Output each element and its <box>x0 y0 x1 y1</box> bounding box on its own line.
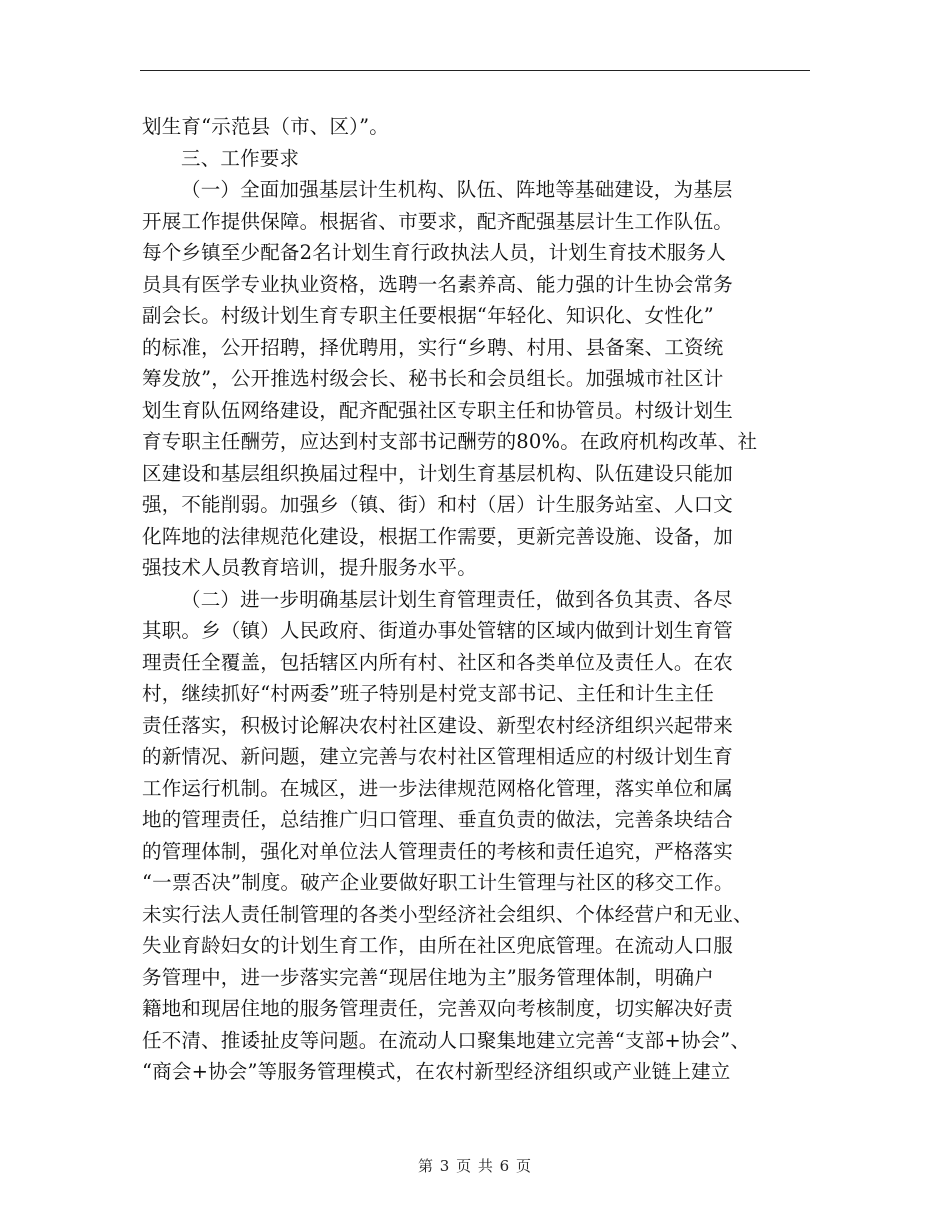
text-line: 工作运行机制。在城区，进一步法律规范网格化管理，落实单位和属 <box>142 776 734 800</box>
text-line: 任不清、推诿扯皮等问题。在流动人口聚集地建立完善“支部+协会”、 <box>142 1028 751 1052</box>
text-line: （一）全面加强基层计生机构、队伍、阵地等基础建设，为基层 <box>181 178 733 201</box>
text-line: 籍地和现居住地的服务管理责任，完善双向考核制度，切实解决好责 <box>142 997 734 1020</box>
text-line: 的管理体制，强化对单位法人管理责任的考核和责任追究，严格落实 <box>142 839 734 863</box>
text-line: 失业育龄妇女的计划生育工作，由所在社区兜底管理。在流动人口服 <box>142 934 734 957</box>
text-line: 强技术人员教育培训，提升服务水平。 <box>142 556 477 579</box>
text-line: 区建设和基层组织换届过程中，计划生育基层机构、队伍建设只能加 <box>142 461 734 485</box>
text-line: 化阵地的法律规范化建设，根据工作需要，更新完善设施、设备，加 <box>142 524 734 548</box>
text-line: 的新情况、新问题，建立完善与农村社区管理相适应的村级计划生育 <box>142 745 734 768</box>
header-rule <box>140 70 810 71</box>
text-line: 划生育队伍网络建设，配齐配强社区专职主任和协管员。村级计划生 <box>142 398 734 422</box>
page-footer: 第 3 页 共 6 页 <box>418 1157 532 1175</box>
text-line: （二）进一步明确基层计划生育管理责任，做到各负其责、各尽 <box>181 587 733 611</box>
text-line: 强，不能削弱。加强乡（镇、街）和村（居）计生服务站室、人口文 <box>142 493 734 516</box>
text-line: 每个乡镇至少配备2名计划生育行政执法人员，计划生育技术服务人 <box>142 241 726 264</box>
text-line: 的标准，公开招聘，择优聘用，实行“乡聘、村用、县备案、工资统 <box>142 335 724 359</box>
text-line: 村，继续抓好“村两委”班子特别是村党支部书记、主任和计生主任 <box>142 682 714 705</box>
text-line: 开展工作提供保障。根据省、市要求，配齐配强基层计生工作队伍。 <box>142 209 734 233</box>
text-line: 划生育“示范县（市、区）”。 <box>142 115 389 138</box>
text-line: 务管理中，进一步落实完善“现居住地为主”服务管理体制，明确户 <box>142 965 714 989</box>
text-line: 其职。乡（镇）人民政府、街道办事处管辖的区域内做到计划生育管 <box>142 619 734 642</box>
text-line: 育专职主任酬劳，应达到村支部书记酬劳的80%。在政府机构改革、社 <box>142 430 758 453</box>
text-line: 未实行法人责任制管理的各类小型经济社会组织、个体经营户和无业、 <box>142 902 753 926</box>
text-line: 员具有医学专业执业资格，选聘一名素养高、能力强的计生协会常务 <box>142 272 734 296</box>
text-line: 三、工作要求 <box>181 146 300 170</box>
text-line: 副会长。村级计划生育专职主任要根据“年轻化、知识化、女性化” <box>142 304 714 327</box>
text-line: 责任落实，积极讨论解决农村社区建设、新型农村经济组织兴起带来 <box>142 713 734 737</box>
text-line: 理责任全覆盖，包括辖区内所有村、社区和各类单位及责任人。在农 <box>142 650 734 674</box>
text-line: “商会+协会”等服务管理模式，在农村新型经济组织或产业链上建立 <box>142 1060 731 1083</box>
text-line: “一票否决”制度。破产企业要做好职工计生管理与社区的移交工作。 <box>142 871 734 894</box>
document-body <box>142 111 832 1088</box>
text-line: 筹发放”，公开推选村级会长、秘书长和会员组长。加强城市社区计 <box>142 367 724 390</box>
text-line: 地的管理责任，总结推广归口管理、垂直负责的做法，完善条块结合 <box>142 808 734 831</box>
